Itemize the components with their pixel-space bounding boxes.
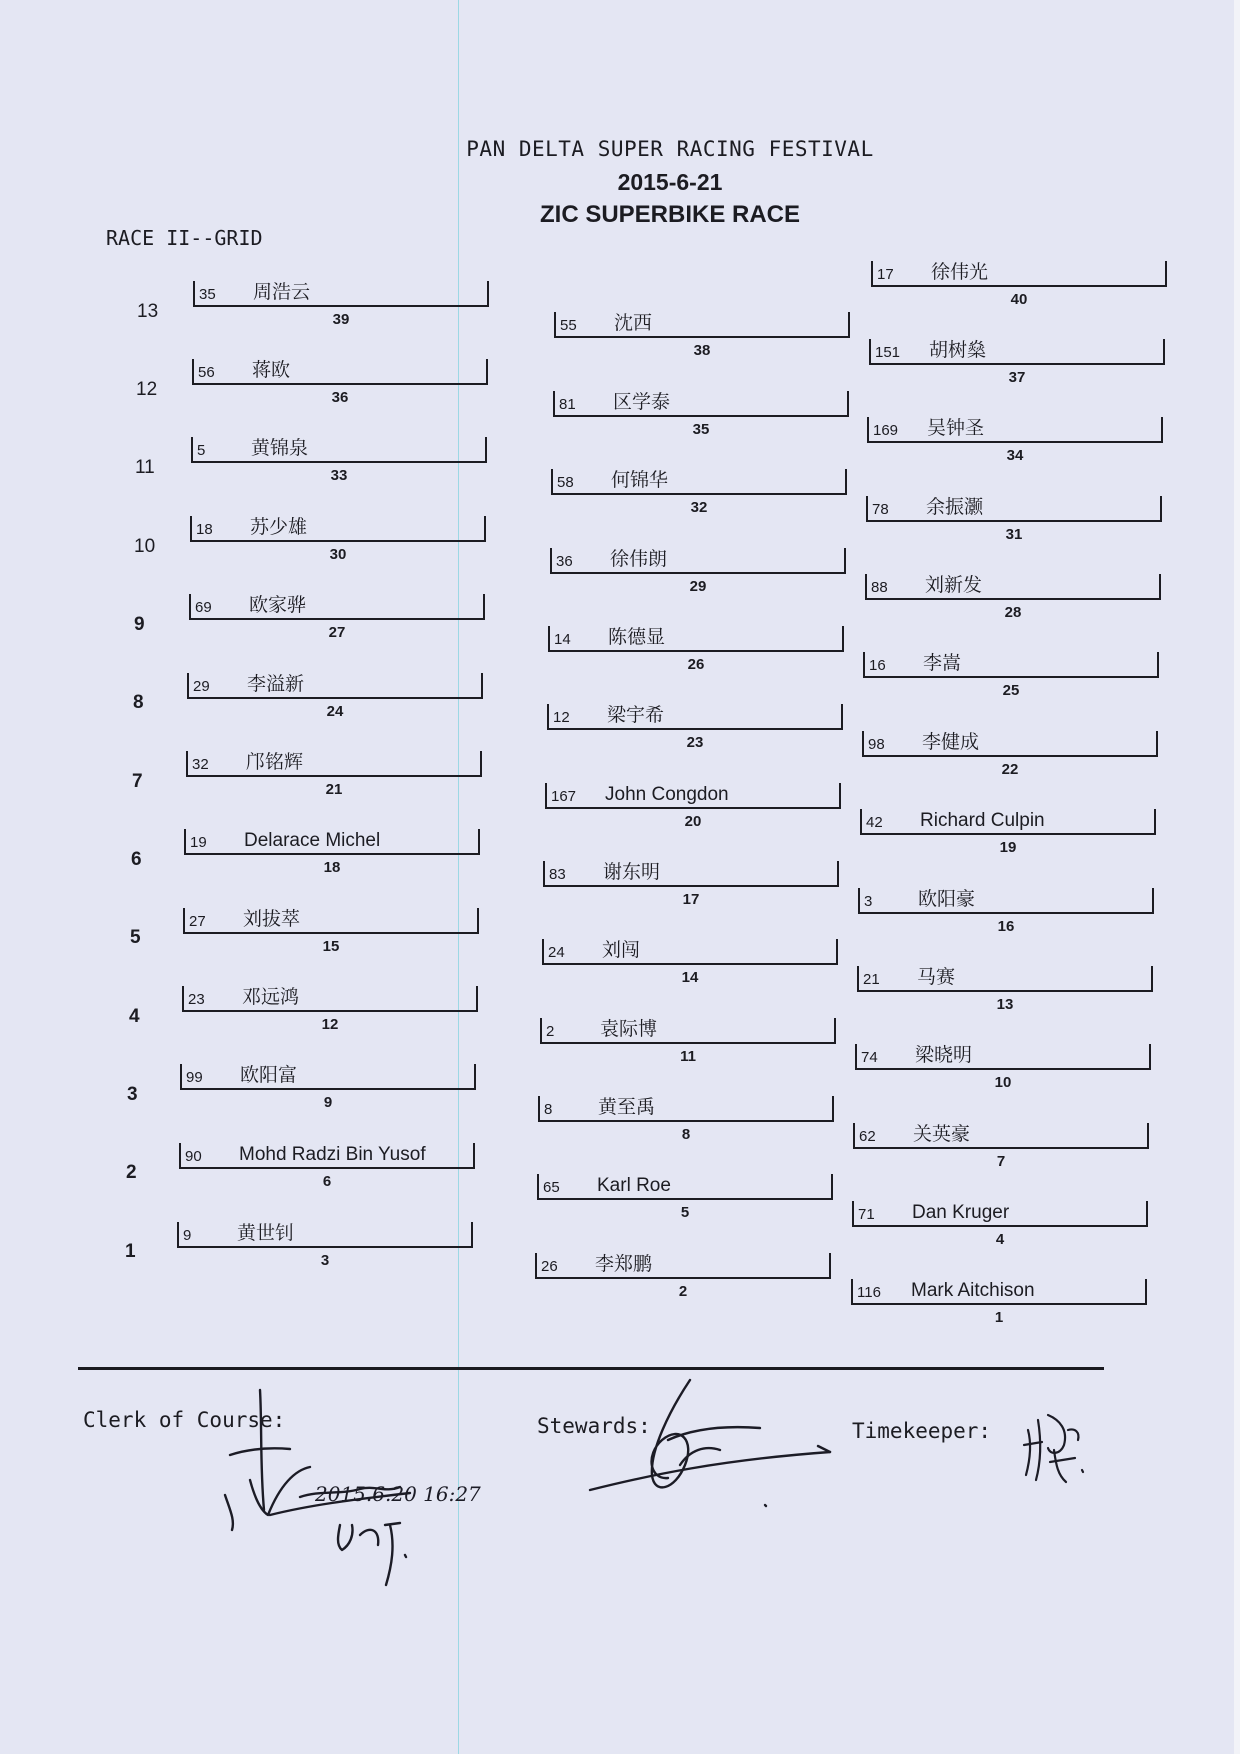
rider-number: 18 — [196, 521, 213, 538]
grid-slot — [554, 312, 850, 359]
grid-slot — [867, 417, 1163, 464]
rider-name: 胡树燊 — [929, 340, 987, 361]
grid-row-number: 6 — [131, 849, 142, 870]
rider-name: 陈德显 — [608, 627, 666, 648]
rider-name: 梁晓明 — [915, 1045, 973, 1066]
rider-number: 35 — [199, 286, 216, 303]
rider-number: 5 — [197, 442, 206, 459]
grid-position: 32 — [690, 499, 708, 516]
grid-slot — [852, 1201, 1148, 1248]
rider-number: 36 — [556, 553, 573, 570]
grid-row-number: 12 — [136, 379, 158, 400]
grid-slot — [187, 673, 483, 720]
grid-slot — [189, 594, 485, 641]
rider-number: 19 — [190, 834, 207, 851]
rider-number: 3 — [864, 893, 873, 910]
rider-number: 167 — [551, 788, 577, 805]
rider-number: 83 — [549, 866, 566, 883]
grid-slot — [548, 626, 844, 673]
grid-slot — [186, 751, 482, 798]
grid-slot — [863, 652, 1159, 699]
grid-slot — [550, 548, 846, 595]
grid-slot — [553, 391, 849, 438]
rider-name: 苏少雄 — [250, 517, 308, 538]
rider-name: 沈西 — [614, 313, 653, 334]
grid-position: 19 — [999, 839, 1017, 856]
grid-position: 1 — [994, 1309, 1004, 1326]
grid-slot — [192, 359, 488, 406]
rider-number: 12 — [553, 709, 570, 726]
rider-name: 刘新发 — [925, 575, 983, 596]
grid-slot — [538, 1096, 834, 1143]
rider-name: 刘拔萃 — [243, 909, 301, 930]
rider-name: 邝铭辉 — [246, 752, 304, 773]
grid-slot — [860, 809, 1156, 856]
rider-number: 55 — [560, 317, 577, 334]
grid-position: 12 — [321, 1016, 339, 1033]
grid-slot — [855, 1044, 1151, 1091]
rider-name: Mohd Radzi Bin Yusof — [239, 1144, 426, 1165]
timekeeper-signature — [1020, 1400, 1100, 1490]
stewards-signature — [580, 1370, 840, 1510]
grid-row-number: 4 — [129, 1006, 140, 1027]
grid-position: 23 — [686, 734, 704, 751]
rider-number: 26 — [541, 1258, 558, 1275]
clerk-of-course-label: Clerk of Course: — [83, 1408, 286, 1432]
grid-slot — [182, 986, 478, 1033]
rider-name: 何锦华 — [611, 470, 669, 491]
grid-slot — [184, 829, 480, 876]
grid-position: 13 — [996, 996, 1014, 1013]
grid-position: 9 — [323, 1094, 333, 1111]
rider-number: 78 — [872, 501, 889, 518]
grid-position: 31 — [1005, 526, 1023, 543]
rider-number: 99 — [186, 1069, 203, 1086]
grid-row-number: 7 — [132, 771, 143, 792]
grid-position: 40 — [1010, 291, 1028, 308]
rider-name: Dan Kruger — [912, 1202, 1010, 1223]
stewards-label: Stewards: — [537, 1414, 651, 1438]
grid-position: 10 — [994, 1074, 1012, 1091]
rider-name: 李溢新 — [247, 674, 305, 695]
rider-number: 27 — [189, 913, 206, 930]
rider-number: 42 — [866, 814, 883, 831]
grid-position: 17 — [682, 891, 700, 908]
grid-slot — [853, 1123, 1149, 1170]
rider-number: 151 — [875, 344, 901, 361]
grid-position: 7 — [996, 1153, 1006, 1170]
rider-name: 欧阳富 — [240, 1065, 298, 1086]
grid-slot — [191, 437, 487, 484]
grid-slot — [543, 861, 839, 908]
grid-position: 28 — [1004, 604, 1022, 621]
rider-number: 56 — [198, 364, 215, 381]
grid-position: 36 — [331, 389, 349, 406]
grid-position: 2 — [678, 1283, 688, 1300]
rider-number: 23 — [188, 991, 205, 1008]
rider-number: 90 — [185, 1148, 202, 1165]
rider-number: 16 — [869, 657, 886, 674]
rider-number: 32 — [192, 756, 209, 773]
rider-name: Mark Aitchison — [911, 1280, 1035, 1301]
rider-name: 关英豪 — [913, 1124, 971, 1145]
grid-position: 34 — [1006, 447, 1024, 464]
race-date: 2015-6-21 — [617, 169, 723, 195]
grid-row-number: 13 — [137, 301, 159, 322]
grid-slot — [866, 496, 1162, 543]
grid-position: 8 — [681, 1126, 691, 1143]
grid-slot — [193, 281, 489, 328]
grid-position: 37 — [1008, 369, 1026, 386]
grid-position: 39 — [332, 311, 350, 328]
race-title: ZIC SUPERBIKE RACE — [539, 201, 801, 228]
grid-slot — [547, 704, 843, 751]
rider-number: 71 — [858, 1206, 875, 1223]
grid-position: 38 — [693, 342, 711, 359]
rider-name: 马赛 — [917, 967, 956, 988]
rider-name: 黄至禹 — [598, 1097, 656, 1118]
rider-number: 74 — [861, 1049, 878, 1066]
grid-slot — [537, 1174, 833, 1221]
grid-row-number: 5 — [130, 927, 141, 948]
rider-name: 蒋欧 — [252, 360, 291, 381]
grid-slot — [851, 1279, 1147, 1326]
rider-name: 吴钟圣 — [927, 418, 985, 439]
clerk-signature — [220, 1385, 481, 1595]
rider-name: John Congdon — [605, 784, 729, 805]
grid-row-number: 2 — [126, 1162, 137, 1183]
grid-position: 20 — [684, 813, 702, 830]
grid-row-number: 3 — [127, 1084, 138, 1105]
grid-slot — [177, 1222, 473, 1269]
rider-name: Karl Roe — [597, 1175, 671, 1196]
rider-number: 58 — [557, 474, 574, 491]
rider-number: 81 — [559, 396, 576, 413]
grid-row-number: 1 — [125, 1241, 136, 1262]
rider-name: 刘闯 — [602, 940, 641, 961]
rider-name: 邓远鸿 — [242, 987, 300, 1008]
clerk-signature-note: 2015.6.20 16:27 — [315, 1482, 481, 1506]
grid-slot — [179, 1143, 475, 1190]
rider-name: 袁际博 — [600, 1019, 658, 1040]
rider-number: 65 — [543, 1179, 560, 1196]
timekeeper-label: Timekeeper: — [852, 1419, 992, 1443]
grid-slot — [858, 888, 1154, 935]
rider-name: 李健成 — [922, 732, 980, 753]
rider-name: 黄锦泉 — [251, 438, 309, 459]
grid-slot — [871, 261, 1167, 308]
rider-number: 24 — [548, 944, 565, 961]
grid-position: 22 — [1001, 761, 1019, 778]
rider-number: 14 — [554, 631, 571, 648]
rider-name: 余振灏 — [926, 497, 984, 518]
rider-name: 徐伟朗 — [610, 549, 668, 570]
grid-slot — [183, 908, 479, 955]
rider-name: 谢东明 — [603, 862, 661, 883]
grid-slot — [535, 1253, 831, 1300]
grid-slot — [865, 574, 1161, 621]
event-title: PAN DELTA SUPER RACING FESTIVAL — [466, 137, 874, 161]
grid-position: 5 — [680, 1204, 690, 1221]
rider-name: 欧阳豪 — [918, 889, 976, 910]
rider-name: 李郑鹏 — [595, 1254, 653, 1275]
rider-number: 29 — [193, 678, 210, 695]
grid-position: 27 — [328, 624, 346, 641]
rider-number: 88 — [871, 579, 888, 596]
rider-name: 李嵩 — [923, 653, 962, 674]
rider-name: Richard Culpin — [920, 810, 1045, 831]
grid-position: 25 — [1002, 682, 1020, 699]
rider-number: 8 — [544, 1101, 553, 1118]
rider-number: 62 — [859, 1128, 876, 1145]
grid-slot — [545, 783, 841, 830]
grid-slot — [862, 731, 1158, 778]
paper-edge — [1234, 0, 1240, 1754]
grid-position: 6 — [322, 1173, 332, 1190]
rider-number: 21 — [863, 971, 880, 988]
rider-name: 区学泰 — [613, 392, 671, 413]
grid-row-number: 8 — [133, 692, 144, 713]
rider-number: 17 — [877, 266, 894, 283]
grid-position: 4 — [995, 1231, 1005, 1248]
rider-number: 9 — [183, 1227, 192, 1244]
rider-number: 169 — [873, 422, 899, 439]
grid-position: 14 — [681, 969, 699, 986]
grid-position: 33 — [330, 467, 348, 484]
grid-position: 15 — [322, 938, 340, 955]
grid-position: 30 — [329, 546, 347, 563]
grid-position: 21 — [325, 781, 343, 798]
rider-name: Delarace Michel — [244, 830, 381, 851]
grid-slot — [551, 469, 847, 516]
rider-name: 周浩云 — [253, 282, 311, 303]
grid-slot — [857, 966, 1153, 1013]
rider-number: 69 — [195, 599, 212, 616]
rider-name: 徐伟光 — [931, 262, 989, 283]
rider-name: 黄世钊 — [237, 1223, 295, 1244]
rider-number: 98 — [868, 736, 885, 753]
grid-slot — [180, 1064, 476, 1111]
grid-position: 11 — [680, 1048, 696, 1065]
grid-slot — [540, 1018, 836, 1065]
grid-row-number: 10 — [134, 536, 156, 557]
rider-name: 欧家骅 — [249, 595, 307, 616]
grid-position: 29 — [689, 578, 707, 595]
rider-number: 116 — [857, 1284, 881, 1301]
rider-name: 梁宇希 — [607, 705, 665, 726]
grid-position: 24 — [326, 703, 344, 720]
grid-position: 35 — [692, 421, 710, 438]
grid-position: 16 — [997, 918, 1015, 935]
grid-slot — [869, 339, 1165, 386]
grid-row-number: 9 — [134, 614, 145, 635]
grid-position: 18 — [323, 859, 341, 876]
grid-position: 26 — [687, 656, 705, 673]
grid-subtitle: RACE II--GRID — [106, 226, 263, 250]
grid-slot — [190, 516, 486, 563]
grid-position: 3 — [320, 1252, 330, 1269]
grid-row-number: 11 — [135, 457, 155, 478]
rider-number: 2 — [546, 1023, 555, 1040]
grid-slot — [542, 939, 838, 986]
